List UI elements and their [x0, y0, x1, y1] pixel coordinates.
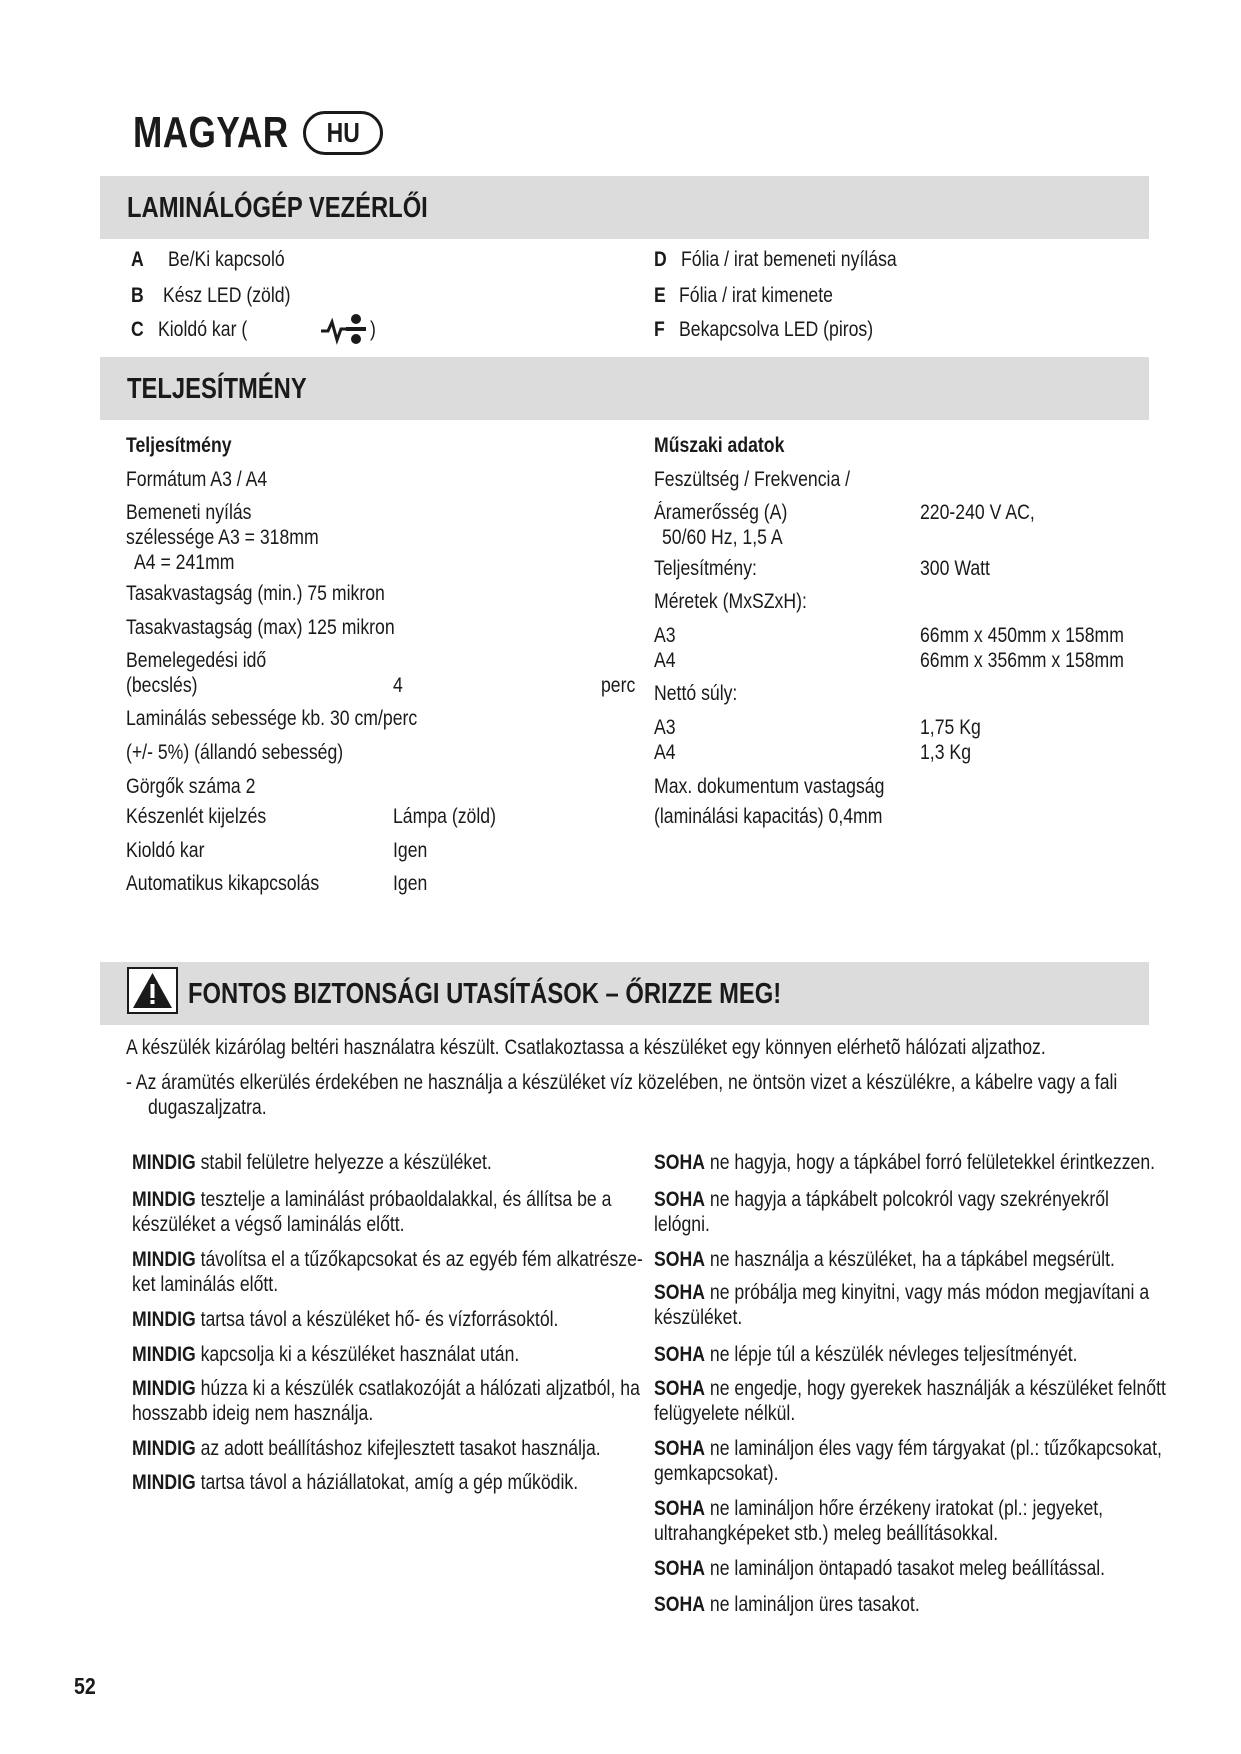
always-item-6-line-2: hosszabb ideig nem használja.: [132, 1402, 374, 1425]
release-lever-icon: [319, 311, 369, 347]
always-item-3-line-1: [132, 1247, 643, 1272]
tech-weight-label: Nettó súly:: [654, 682, 738, 705]
tech-weight-a3-value: 1,75 Kg: [920, 716, 981, 739]
tech-weight-a3-label: A3: [654, 716, 676, 739]
never-item-9-line-1: [654, 1556, 1105, 1581]
spec-input-width-2: szélessége A3 = 318mm: [126, 526, 319, 549]
always-keyword: MINDIG: [132, 1377, 196, 1400]
safety-title: FONTOS BIZTONSÁGI UTASÍTÁSOK – ŐRIZZE MEG!: [188, 978, 782, 1010]
always-text: kapcsolja ki a készüléket használat után.: [195, 1343, 520, 1366]
tech-data-heading: Műszaki adatok: [654, 434, 785, 457]
spec-rollers: Görgők száma 2: [126, 775, 256, 798]
spec-speed-1: Laminálás sebessége kb. 30 cm/perc: [126, 707, 418, 730]
always-item-5-line-1: [132, 1342, 519, 1367]
language-code: HU: [326, 117, 360, 148]
never-text: ne hagyja, hogy a tápkábel forró felületekkel érintkezzen.: [704, 1151, 1156, 1174]
never-keyword: SOHA: [654, 1437, 705, 1460]
never-item-1-line-1: [654, 1150, 1155, 1175]
always-text: tartsa távol a háziállatokat, amíg a gép működik.: [195, 1471, 579, 1494]
spec-ready-label: Készenlét kijelzés: [126, 805, 267, 828]
always-item-2-line-1: [132, 1187, 611, 1212]
control-key-f: F: [654, 318, 665, 341]
never-text: ne lamináljon öntapadó tasakot meleg beállítással.: [704, 1557, 1106, 1580]
warning-icon: [127, 967, 178, 1014]
always-item-2-line-2: készüléket a végső laminálás előtt.: [132, 1213, 405, 1236]
always-keyword: MINDIG: [132, 1437, 196, 1460]
spec-warmup-unit: perc: [601, 674, 636, 697]
tech-voltage-1: Feszültség / Frekvencia /: [654, 468, 851, 491]
never-item-7-line-1: [654, 1436, 1162, 1461]
never-text: ne használja a készüléket, ha a tápkábel megsérült.: [704, 1248, 1115, 1271]
never-text: ne lépje túl a készülék névleges teljesítményét.: [704, 1343, 1078, 1366]
always-item-7-line-1: [132, 1436, 601, 1461]
spec-release-value: Igen: [393, 839, 428, 862]
always-text: az adott beállításhoz kifejlesztett tasakot használja.: [195, 1437, 601, 1460]
always-item-3-line-2: ket laminálás előtt.: [132, 1273, 279, 1296]
safety-water-2: dugaszaljzatra.: [148, 1096, 267, 1119]
never-keyword: SOHA: [654, 1557, 705, 1580]
spec-format: Formátum A3 / A4: [126, 468, 268, 491]
never-item-6-line-2: felügyelete nélkül.: [654, 1402, 796, 1425]
control-key-e: E: [654, 284, 666, 307]
spec-warmup-value: 4: [393, 674, 403, 697]
always-text: stabil felületre helyezze a készüléket.: [195, 1151, 492, 1174]
control-label-c-suffix: ): [370, 318, 376, 341]
always-keyword: MINDIG: [132, 1471, 196, 1494]
never-text: ne engedje, hogy gyerekek használják a készüléket felnőtt: [704, 1377, 1166, 1400]
never-item-2-line-2: lelógni.: [654, 1213, 710, 1236]
never-item-7-line-2: gemkapcsokat).: [654, 1462, 779, 1485]
always-item-8-line-1: [132, 1470, 578, 1495]
tech-weight-a4-label: A4: [654, 741, 676, 764]
tech-maxdoc-1: Max. dokumentum vastagság: [654, 775, 885, 798]
never-item-10-line-1: [654, 1592, 920, 1617]
never-item-6-line-1: [654, 1376, 1166, 1401]
always-keyword: MINDIG: [132, 1188, 196, 1211]
tech-dims-a4-value: 66mm x 356mm x 158mm: [920, 649, 1124, 672]
never-text: ne lamináljon éles vagy fém tárgyakat (pl.: tűzőkapcsokat,: [704, 1437, 1162, 1460]
tech-weight-a4-value: 1,3 Kg: [920, 741, 972, 764]
never-keyword: SOHA: [654, 1593, 705, 1616]
control-key-b: B: [131, 284, 144, 307]
spec-pouch-min: Tasakvastagság (min.) 75 mikron: [126, 582, 385, 605]
performance-title: TELJESÍTMÉNY: [127, 373, 307, 405]
never-text: ne lamináljon hőre érzékeny iratokat (pl.: jegyeket,: [704, 1497, 1104, 1520]
always-keyword: MINDIG: [132, 1308, 196, 1331]
never-keyword: SOHA: [654, 1151, 705, 1174]
language-title: MAGYAR: [133, 108, 289, 157]
always-item-4-line-1: [132, 1307, 558, 1332]
tech-dims-a4-label: A4: [654, 649, 676, 672]
never-item-8-line-1: [654, 1496, 1103, 1521]
control-label-f: Bekapcsolva LED (piros): [679, 318, 874, 341]
control-label-e: Fólia / irat kimenete: [679, 284, 833, 307]
never-text: ne lamináljon üres tasakot.: [704, 1593, 920, 1616]
tech-power-value: 300 Watt: [920, 557, 990, 580]
control-label-c: Kioldó kar (: [158, 318, 248, 341]
tech-voltage-3: 50/60 Hz, 1,5 A: [662, 526, 783, 549]
tech-voltage-value: 220-240 V AC,: [920, 501, 1035, 524]
never-keyword: SOHA: [654, 1188, 705, 1211]
never-item-2-line-1: [654, 1187, 1109, 1212]
always-text: távolítsa el a tűzőkapcsokat és az egyéb fém alkatrésze-: [195, 1248, 643, 1271]
performance-section-header: [100, 357, 1149, 420]
performance-heading: Teljesítmény: [126, 434, 232, 457]
tech-dims-label: Méretek (MxSZxH):: [654, 590, 807, 613]
spec-speed-2: (+/- 5%) (állandó sebesség): [126, 741, 344, 764]
control-key-d: D: [654, 248, 667, 271]
never-keyword: SOHA: [654, 1281, 705, 1304]
always-item-6-line-1: [132, 1376, 640, 1401]
never-keyword: SOHA: [654, 1377, 705, 1400]
safety-intro: A készülék kizárólag beltéri használatra készült. Csatlakoztassa a készüléket egy könnyen elérhetõ hálózati aljzathoz.: [126, 1036, 1046, 1059]
never-item-4-line-2: készüléket.: [654, 1306, 743, 1329]
spec-auto-off-value: Igen: [393, 872, 428, 895]
controls-title: LAMINÁLÓGÉP VEZÉRLŐI: [127, 192, 428, 224]
control-label-b: Kész LED (zöld): [163, 284, 291, 307]
always-keyword: MINDIG: [132, 1151, 196, 1174]
tech-dims-a3-value: 66mm x 450mm x 158mm: [920, 624, 1124, 647]
never-text: ne próbálja meg kinyitni, vagy más módon megjavítani a: [704, 1281, 1150, 1304]
always-keyword: MINDIG: [132, 1248, 196, 1271]
control-label-a: Be/Ki kapcsoló: [168, 248, 285, 271]
tech-voltage-2: Áramerősség (A): [654, 501, 788, 524]
spec-input-width-3: A4 = 241mm: [134, 551, 235, 574]
tech-dims-a3-label: A3: [654, 624, 676, 647]
spec-warmup-2: (becslés): [126, 674, 198, 697]
safety-water-1: - Az áramütés elkerülés érdekében ne használja a készüléket víz közelében, ne öntsön vizet a készülékre, a kábelre vagy a fali: [126, 1071, 1118, 1094]
never-keyword: SOHA: [654, 1343, 705, 1366]
page-number: 52: [74, 1673, 96, 1699]
tech-maxdoc-2: (laminálási kapacitás) 0,4mm: [654, 805, 883, 828]
safety-section-header: [100, 962, 1149, 1025]
control-key-c: C: [131, 318, 144, 341]
always-keyword: MINDIG: [132, 1343, 196, 1366]
language-badge: [303, 111, 383, 155]
never-item-3-line-1: [654, 1247, 1115, 1272]
never-keyword: SOHA: [654, 1497, 705, 1520]
spec-auto-off-label: Automatikus kikapcsolás: [126, 872, 320, 895]
always-text: húzza ki a készülék csatlakozóját a hálózati aljzatból, ha: [195, 1377, 640, 1400]
always-text: tartsa távol a készüléket hő- és vízforrásoktól.: [195, 1308, 559, 1331]
never-item-4-line-1: [654, 1280, 1149, 1305]
controls-section-header: [100, 176, 1149, 239]
spec-ready-value: Lámpa (zöld): [393, 805, 496, 828]
spec-input-width-1: Bemeneti nyílás: [126, 501, 252, 524]
control-key-a: A: [131, 248, 144, 271]
never-item-8-line-2: ultrahangképeket stb.) meleg beállításokkal.: [654, 1522, 999, 1545]
spec-release-label: Kioldó kar: [126, 839, 205, 862]
spec-warmup-1: Bemelegedési idő: [126, 649, 267, 672]
never-item-5-line-1: [654, 1342, 1078, 1367]
always-text: tesztelje a laminálást próbaoldalakkal, és állítsa be a: [195, 1188, 612, 1211]
control-label-d: Fólia / irat bemeneti nyílása: [681, 248, 897, 271]
always-item-1-line-1: [132, 1150, 492, 1175]
spec-pouch-max: Tasakvastagság (max) 125 mikron: [126, 616, 395, 639]
never-text: ne hagyja a tápkábelt polcokról vagy szekrényekről: [704, 1188, 1109, 1211]
never-keyword: SOHA: [654, 1248, 705, 1271]
tech-power-label: Teljesítmény:: [654, 557, 757, 580]
